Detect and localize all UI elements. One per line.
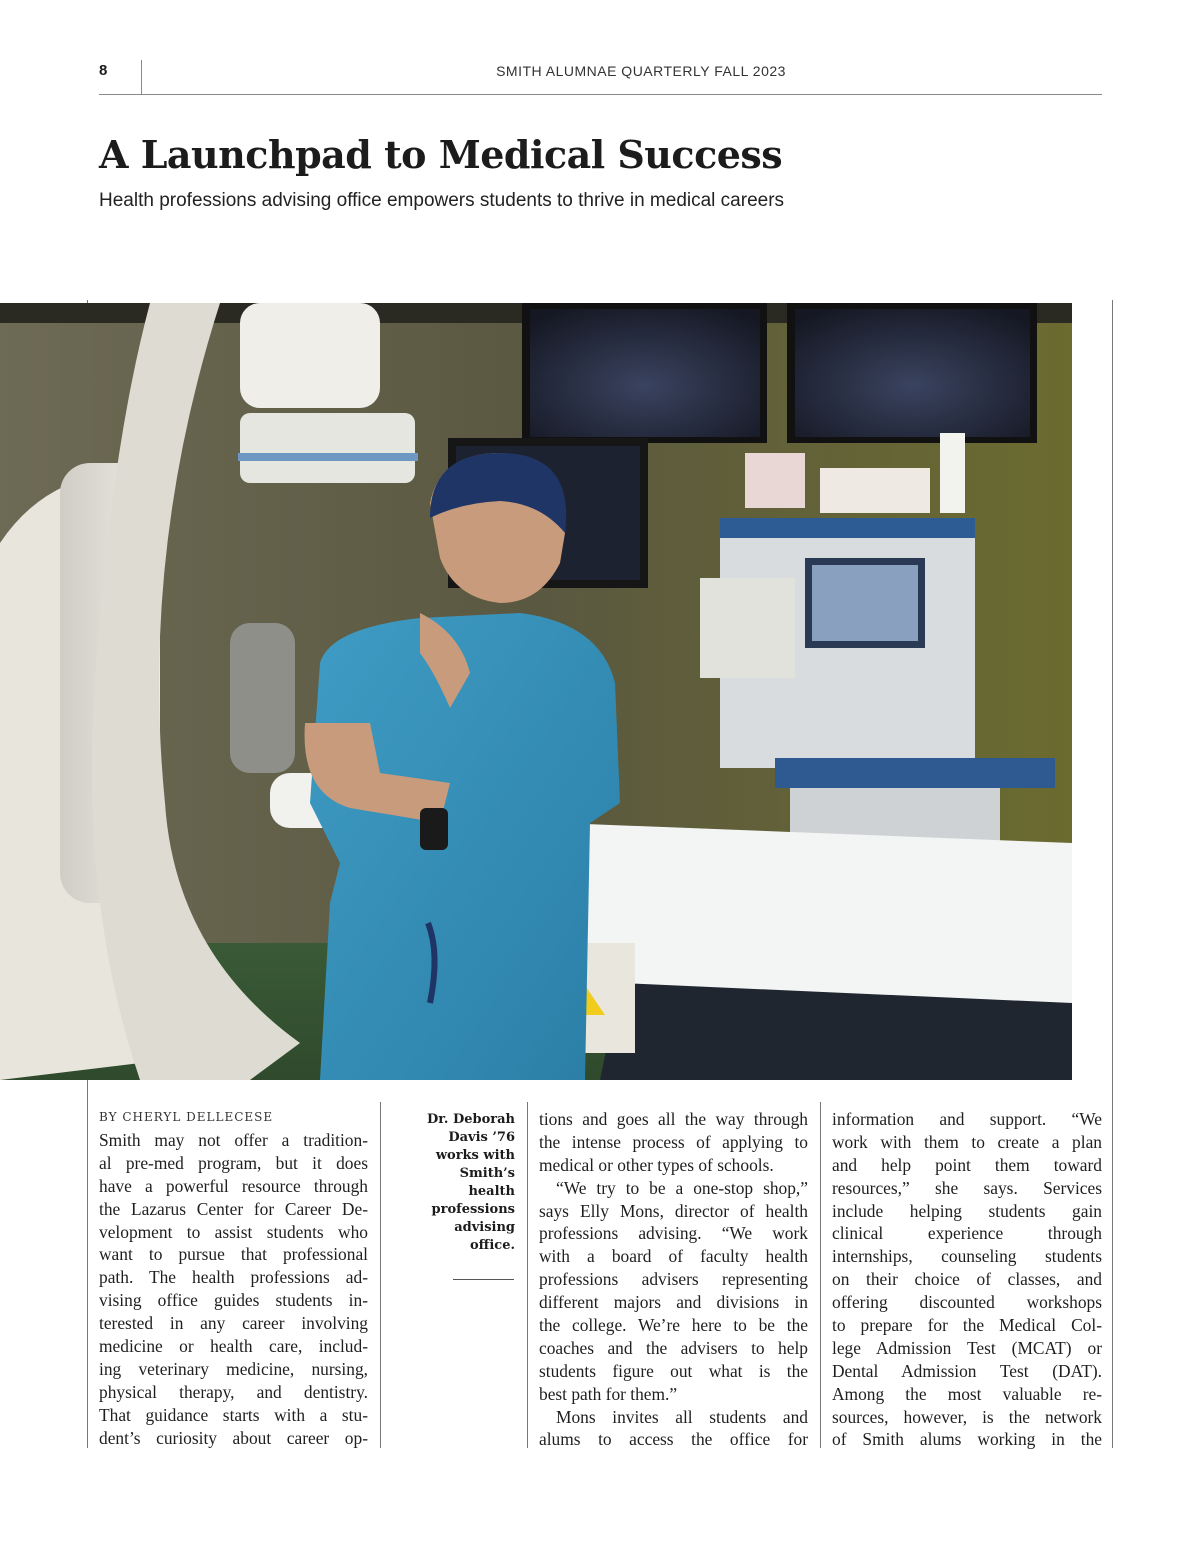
column-1-text <box>99 1129 368 1449</box>
article-column-2 <box>539 1108 808 1451</box>
text-line: different majors and divisions in <box>539 1292 808 1313</box>
article-subtitle: Health professions advising office empowers students to thrive in medical careers <box>99 190 785 211</box>
text-line: path. The health professions ad- <box>99 1267 368 1288</box>
text-line: alums to access the office for <box>539 1429 808 1450</box>
text-line: include helping students gain <box>832 1200 1102 1221</box>
column-rule <box>527 1102 528 1448</box>
column-rule <box>87 1080 88 1448</box>
text-line: Dental Admission Test (DAT). <box>832 1360 1102 1381</box>
text-line: vising office guides students in- <box>99 1290 368 1311</box>
text-line: professions advisers representing <box>539 1269 808 1290</box>
text-line: offering discounted workshops <box>832 1292 1102 1313</box>
text-line: dent’s curiosity about career op- <box>99 1427 368 1448</box>
article-column-3 <box>832 1108 1102 1451</box>
caption-rule <box>453 1279 514 1280</box>
text-line: sources, however, is the network <box>832 1406 1102 1427</box>
text-line: tions and goes all the way through <box>539 1109 808 1129</box>
text-line: have a powerful resource through <box>99 1175 368 1196</box>
text-line: says Elly Mons, director of health <box>539 1200 808 1221</box>
byline: BY CHERYL DELLECESE <box>99 1110 274 1124</box>
right-column-rule <box>1112 300 1113 1448</box>
text-line: the college. We’re here to be the <box>539 1315 808 1336</box>
text-line: want to pursue that professional <box>99 1244 368 1265</box>
text-line: Smith may not offer a tradition- <box>99 1130 368 1150</box>
column-rule <box>820 1102 821 1448</box>
text-line: “We try to be a one-stop shop,” <box>556 1177 808 1198</box>
text-line: physical therapy, and dentistry. <box>99 1381 368 1402</box>
text-line: coaches and the advisers to help <box>539 1337 808 1358</box>
running-head: SMITH ALUMNAE QUARTERLY FALL 2023 <box>496 63 786 79</box>
column-rule <box>380 1102 381 1448</box>
header-rule <box>99 94 1102 95</box>
caption-line: health <box>468 1184 515 1199</box>
text-line: resources,” she says. Services <box>832 1177 1102 1198</box>
text-line: medicine or health care, includ- <box>99 1336 368 1357</box>
text-line: internships, counseling students <box>832 1246 1102 1267</box>
text-line: Among the most valuable re- <box>832 1383 1102 1404</box>
caption-line: office. <box>470 1238 515 1253</box>
text-line: ing veterinary medicine, nursing, <box>99 1358 368 1379</box>
caption-line: Smith’s <box>459 1166 515 1181</box>
text-line: on their choice of classes, and <box>832 1269 1102 1290</box>
text-line: velopment to assist students who <box>99 1221 368 1242</box>
text-line: That guidance starts with a stu- <box>99 1404 368 1425</box>
text-line: clinical experience through <box>832 1223 1102 1244</box>
text-line: the Lazarus Center for Career De- <box>99 1198 368 1219</box>
caption-line: professions <box>431 1202 515 1217</box>
text-line: information and support. “We <box>832 1109 1102 1129</box>
text-line: students figure out what is the <box>539 1360 808 1381</box>
page-number: 8 <box>99 62 108 79</box>
text-line: and help point them toward <box>832 1154 1102 1175</box>
photo-caption <box>415 1111 515 1255</box>
text-line: professions advising. “We work <box>539 1223 808 1244</box>
text-line: medical or other types of schools. <box>539 1154 774 1175</box>
text-line: of Smith alums working in the <box>832 1429 1102 1450</box>
text-line: to prepare for the Medical Col- <box>832 1315 1102 1336</box>
text-line: al pre-med program, but it does <box>99 1152 368 1173</box>
column-3-text <box>832 1108 1102 1451</box>
text-line: best path for them.” <box>539 1383 678 1404</box>
text-line: terested in any career involving <box>99 1313 368 1334</box>
article-column-1 <box>99 1105 368 1449</box>
caption-line: Davis ’76 <box>448 1130 515 1145</box>
caption-line: advising <box>454 1220 515 1235</box>
article-title: A Launchpad to Medical Success <box>99 132 783 177</box>
text-line: with a board of faculty health <box>539 1246 808 1267</box>
text-line: work with them to create a plan <box>832 1131 1102 1152</box>
text-line: Mons invites all students and <box>556 1406 808 1427</box>
column-2-text <box>539 1108 808 1451</box>
text-line: lege Admission Test (MCAT) or <box>832 1337 1102 1358</box>
text-line: the intense process of applying to <box>539 1131 808 1152</box>
caption-line: Dr. Deborah <box>426 1112 515 1127</box>
article-photo <box>0 303 1072 1080</box>
caption-line: works with <box>435 1148 515 1163</box>
